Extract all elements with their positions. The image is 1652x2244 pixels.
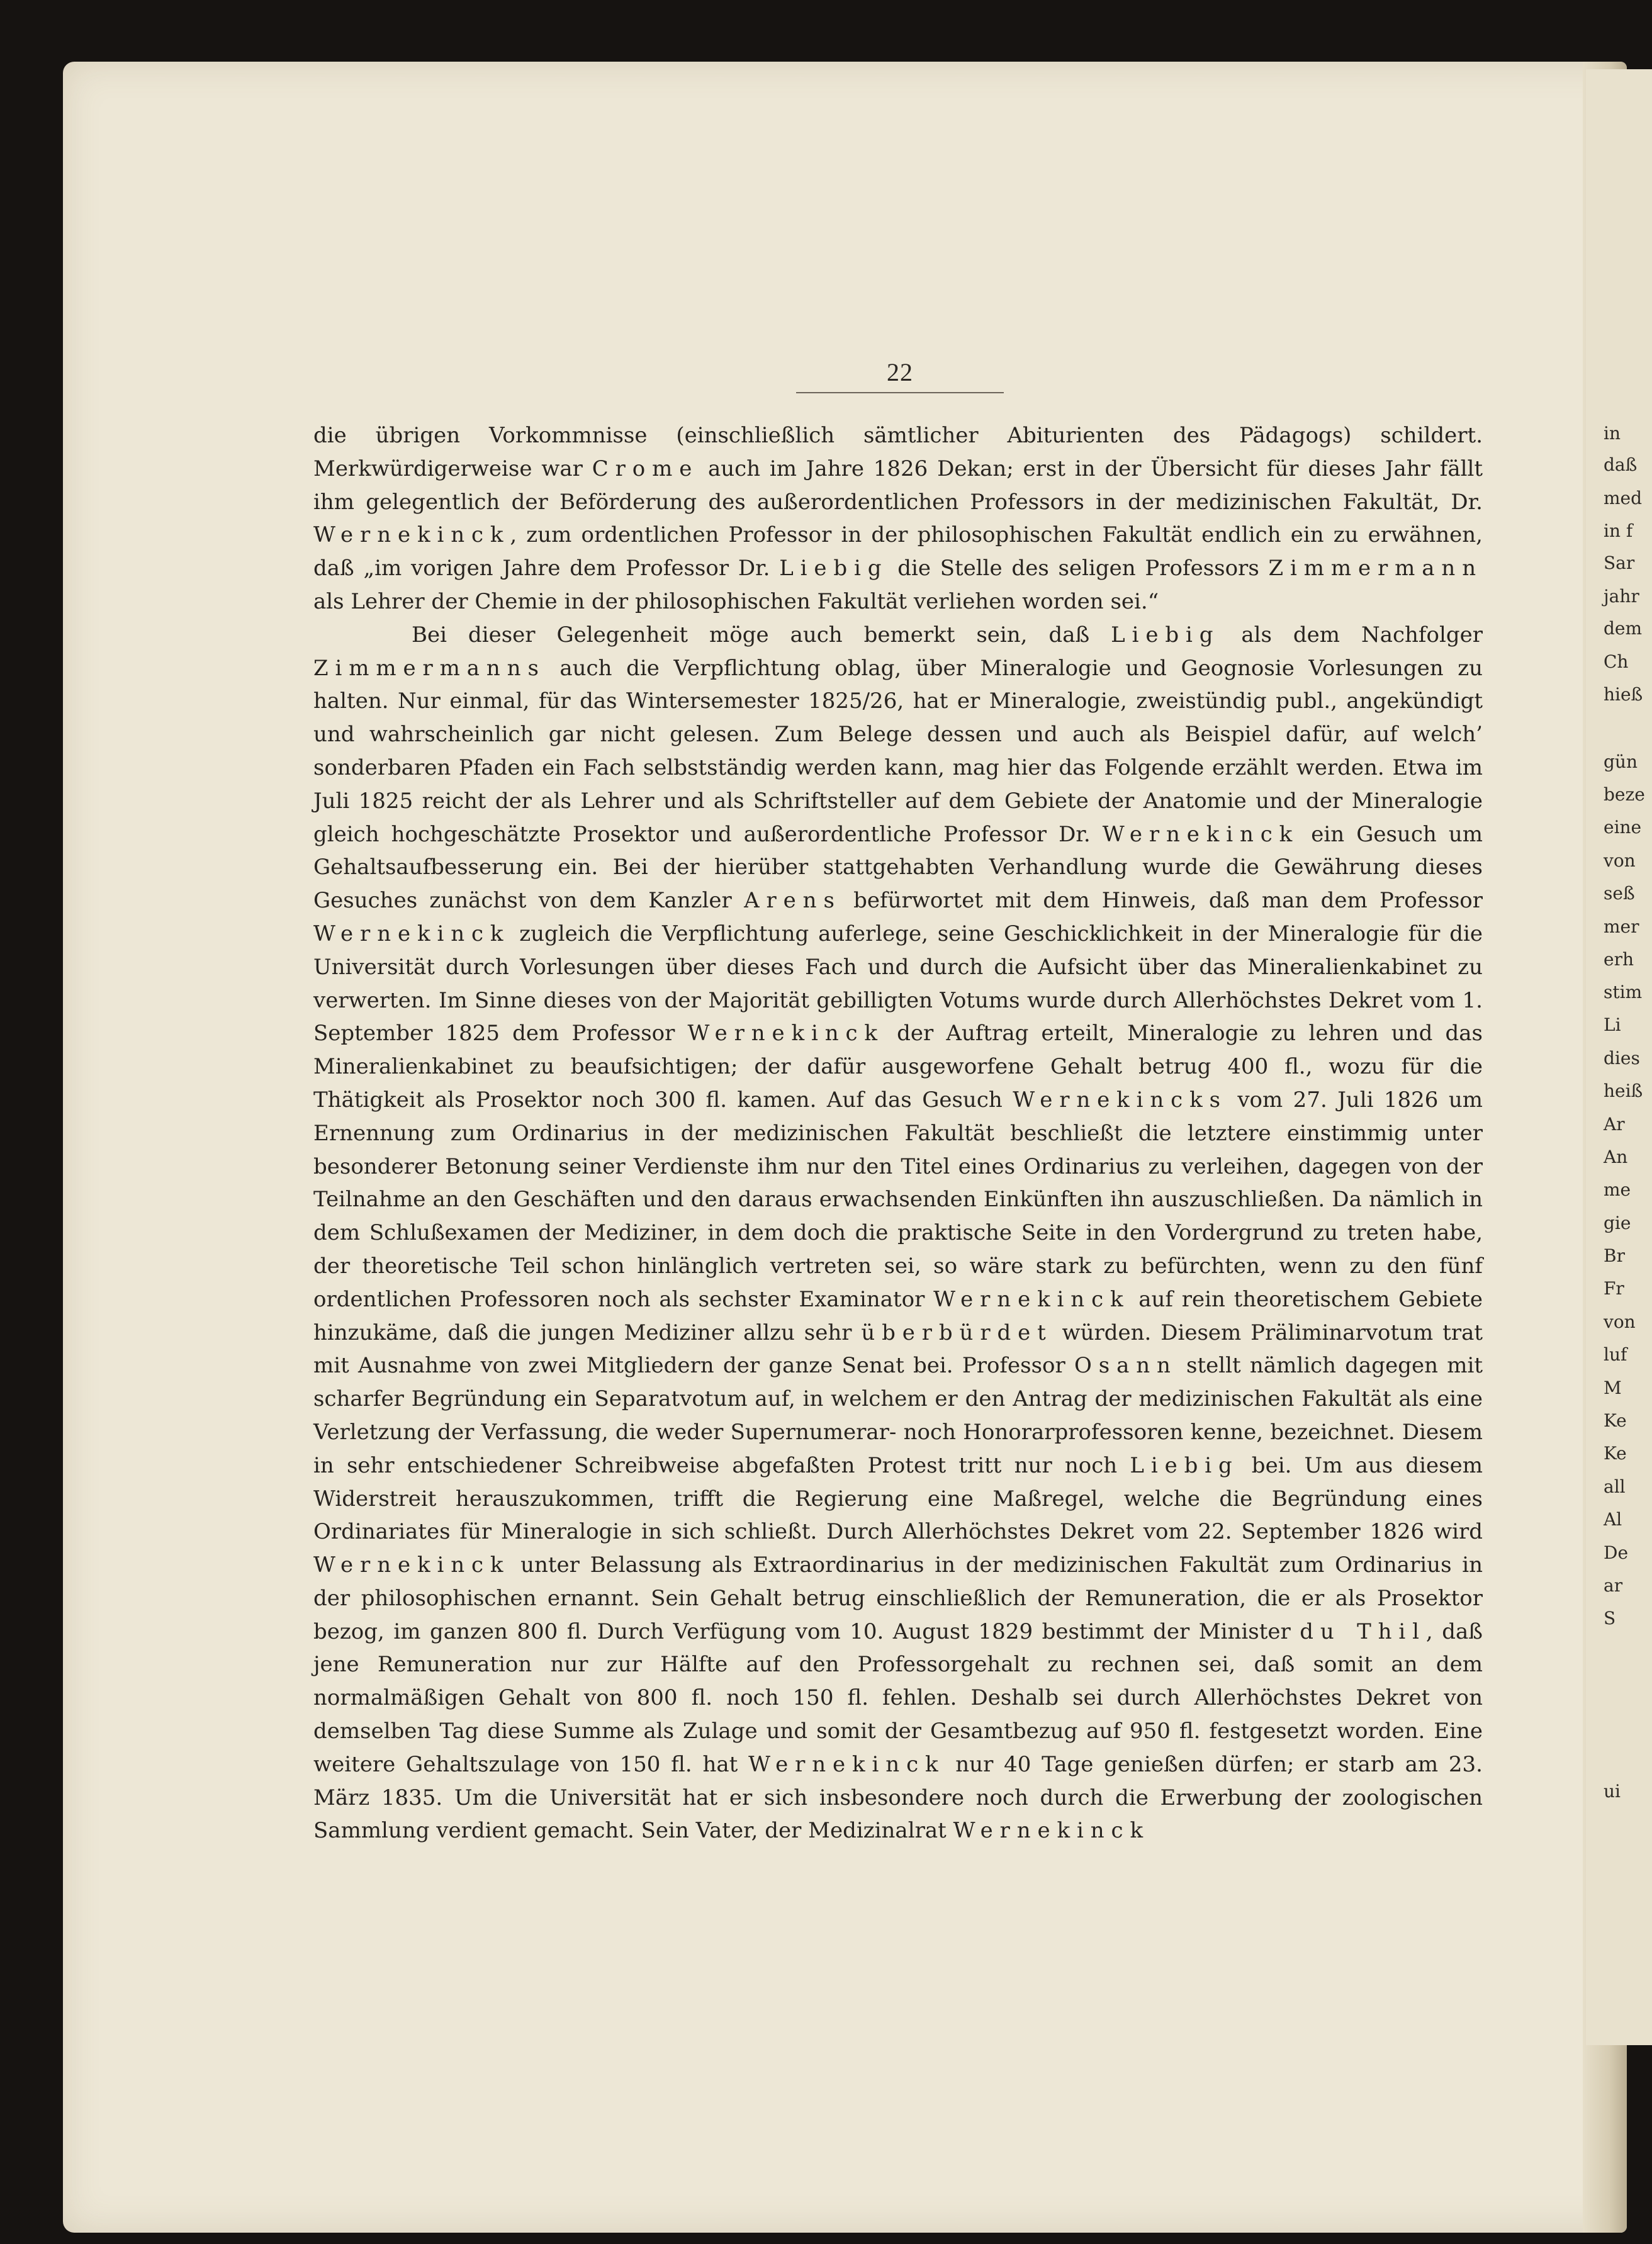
paragraph xyxy=(313,619,1483,1848)
spaced-name: Liebig xyxy=(779,556,889,581)
text-run: bei. Um aus diesem Widerstreit herauszukommen, trifft die Regierung eine Maßregel, welche die Begründung eines Ordinariates für Mineralogie in sich schließt. Durch Allerhöchstes Dekret vom 22. September 1826 wird xyxy=(313,1452,1483,1545)
facing-page-fragment: heiß xyxy=(1604,1080,1643,1101)
text-run: stellt nämlich dagegen mit scharfer Begründung ein Separatvotum auf, in welchem er den Antrag der medizinischen Fakultät als eine Verletzung der Verfassung, die weder Supernumerar- noch Honorarprofessoren kenne, bezeichnet. Diesem in sehr entschiedener Schreibweise abgefaßten Protest tritt nur noch xyxy=(313,1353,1483,1478)
facing-page-fragment: An xyxy=(1604,1147,1628,1167)
facing-page-fragment: dies xyxy=(1604,1048,1640,1069)
facing-page-fragment: ar xyxy=(1604,1575,1623,1596)
facing-page-fragment: hieß xyxy=(1604,684,1643,705)
facing-page-fragment: Ar xyxy=(1604,1114,1625,1135)
facing-page-fragment: Ke xyxy=(1604,1443,1627,1464)
spaced-name: Liebig xyxy=(1111,622,1220,648)
spaced-name: Wernekinck xyxy=(1102,821,1300,847)
text-run: die Stelle des seligen Professors xyxy=(888,556,1269,581)
facing-page-fragment: von xyxy=(1604,850,1636,871)
spaced-name: Zimmermann xyxy=(1268,556,1483,581)
spaced-name: Wernekinck xyxy=(313,1552,510,1578)
text-run: vom 27. Juli 1826 um Ernennung zum Ordinarius in der medizinischen Fakultät beschließt die letztere einstimmig unter besonderer Betonung seiner Verdienste ihm nur den Titel eines Ordinarius zu verleihen, dagegen von der Teilnahme an den Geschäften und den daraus erwachsenden Einkünften ihn auszuschließen. Da nämlich in dem Schlußexamen der Mediziner, in dem doch die praktische Seite in den Vordergrund zu treten habe, der theoretische Teil schon hinlänglich vertreten sei, so wäre stark zu befürchten, wenn zu den fünf ordentlichen Professoren noch als sechster Examinator xyxy=(313,1087,1483,1312)
facing-page-fragment: Al xyxy=(1604,1509,1622,1530)
facing-page-fragment: dem xyxy=(1604,618,1643,639)
facing-page-fragment: luf xyxy=(1604,1344,1627,1365)
facing-page-fragment: daß xyxy=(1604,454,1638,475)
text-run: befürwortet mit dem Hinweis, daß man dem Professor xyxy=(841,888,1483,914)
text-run: der Auftrag erteilt, Mineralogie zu lehren und das Mineralienkabinet zu beaufsichtigen; der dafür ausgeworfene Gehalt betrug 400 fl., wozu für die Thätigkeit als Prosektor noch 300 fl. kamen. Auf das Gesuch xyxy=(313,1021,1483,1113)
text-run: nur 40 Tage genießen dürfen; er starb am 23. März 1835. Um die Universität hat er sich insbesondere noch durch die Erwerbung der zoologischen Sammlung verdient gemacht. Sein Vater, der Medizinalrat xyxy=(313,1751,1483,1844)
spaced-name: Zimmermanns xyxy=(313,655,546,681)
text-run: , daß jene Remuneration nur zur Hälfte auf den Professorgehalt zu rechnen sei, daß somit an dem normalmäßigen Gehalt von 800 fl. noch 150 fl. fehlen. Deshalb sei durch Allerhöchstes Dekret von demselben Tag diese Summe als Zulage und somit der Gesamtbezug auf 950 fl. festgesetzt worden. Eine weitere Gehaltszulage von 150 fl. hat xyxy=(313,1618,1483,1777)
text-run: auch im Jahre 1826 Dekan; erst in der Übersicht für dieses Jahr fällt ihm gelegentlich der Beförderung des außerordentlichen Professors in der medizinischen Fakultät, Dr. xyxy=(313,456,1483,515)
spaced-name: Wernekincks xyxy=(1013,1087,1227,1113)
facing-page-fragment: gie xyxy=(1604,1213,1631,1233)
facing-page-fragment: gün xyxy=(1604,751,1638,772)
text-run: zugleich die Verpflichtung auferlege, seine Geschicklichkeit in der Mineralogie für die Universität durch Vorlesungen über dieses Fach und durch die Aufsicht über das Mineralienkabinet zu verwerten. Im Sinne dieses von der Majorität gebilligten Votums wurde durch Allerhöchstes Dekret vom 1. September 1825 dem Professor xyxy=(313,921,1483,1046)
spaced-name: überbürdet xyxy=(861,1320,1053,1345)
paragraph xyxy=(313,419,1483,619)
facing-page-fragment: eine xyxy=(1604,817,1642,838)
text-run: , zum ordentlichen Professor in der philosophischen Fakultät endlich ein zu erwähnen, daß „im vorigen Jahre dem Professor Dr. xyxy=(313,522,1483,581)
spaced-name: Arens xyxy=(744,888,841,914)
spaced-name: Osann xyxy=(1074,1353,1177,1379)
page-number: 22 xyxy=(887,358,913,386)
spaced-name: du Thil xyxy=(1300,1618,1426,1644)
text-run: auch die Verpflichtung oblag, über Mineralogie und Geognosie Vorlesungen zu halten. Nur einmal, für das Wintersemester 1825/26, hat er Mineralogie, zweistündig publ., angekündigt und wahrscheinlich gar nicht gelesen. Zum Belege dessen und auch als Beispiel dafür, auf welch’ sonderbaren Pfaden ein Fach selbstständig werden kann, mag hier das Folgende erzählt werden. Etwa im Juli 1825 reicht der als Lehrer und als Schriftsteller auf dem Gebiete der Anatomie und der Mineralogie gleich hochgeschätzte Prosektor und außerordentliche Professor Dr. xyxy=(313,655,1483,847)
facing-page-fragment: erh xyxy=(1604,949,1634,970)
text-run: als Lehrer der Chemie in der philosophischen Fakultät verliehen worden sei.“ xyxy=(313,588,1159,614)
text-run: Bei dieser Gelegenheit möge auch bemerkt sein, daß xyxy=(412,622,1111,648)
facing-page-fragment: mer xyxy=(1604,916,1639,937)
facing-page-fragment: De xyxy=(1604,1542,1629,1563)
facing-page-fragment: Sar xyxy=(1604,553,1635,573)
spaced-name: Wernekinck xyxy=(953,1818,1150,1844)
facing-page-fragment: beze xyxy=(1604,784,1645,805)
facing-page-fragment: ui xyxy=(1604,1781,1621,1802)
facing-page-fragment: seß xyxy=(1604,883,1635,904)
facing-page-fragment: von xyxy=(1604,1311,1636,1332)
facing-page-fragment: in f xyxy=(1604,520,1633,541)
spaced-name: Crome xyxy=(592,456,699,481)
header-rule xyxy=(796,392,1004,393)
text-run: die übrigen Vorkommnisse (einschließlich sämtlicher Abiturienten des Pädagogs) schildert. Merkwürdigerweise war xyxy=(313,423,1483,481)
facing-page-fragment: Fr xyxy=(1604,1278,1624,1299)
facing-page-fragment: all xyxy=(1604,1476,1626,1497)
facing-page-fragment: med xyxy=(1604,488,1643,508)
text-run: würden. Diesem Präliminarvotum trat mit Ausnahme von zwei Mitgliedern der ganze Senat bei. Professor xyxy=(313,1320,1483,1379)
facing-page-fragment: stim xyxy=(1604,982,1643,1002)
facing-page-fragment: Ch xyxy=(1604,651,1629,672)
spaced-name: Wernekinck xyxy=(313,522,510,548)
spaced-name: Wernekinck xyxy=(313,921,510,946)
spaced-name: Wernekinck xyxy=(687,1021,884,1046)
facing-page-fragment: M xyxy=(1604,1377,1622,1398)
text-run: ein Gesuch um Gehaltsaufbesserung ein. Bei der hierüber stattgehabten Verhandlung wurde die Gewährung dieses Gesuches zunächst von dem Kanzler xyxy=(313,821,1483,914)
spaced-name: Wernekinck xyxy=(748,1751,945,1777)
text-run: unter Belassung als Extraordinarius in der medizinischen Fakultät zum Ordinarius in der philosophischen ernannt. Sein Gehalt betrug einschließlich der Remuneration, die er als Prosektor bezog, im ganzen 800 fl. Durch Verfügung vom 10. August 1829 bestimmt der Minister xyxy=(313,1552,1483,1644)
spaced-name: Liebig xyxy=(1130,1452,1239,1478)
body-text xyxy=(313,419,1483,1848)
facing-page-fragment: jahr xyxy=(1604,586,1639,607)
facing-page-fragment: me xyxy=(1604,1179,1631,1200)
facing-page-edge xyxy=(1586,69,1652,2045)
facing-page-fragment: S xyxy=(1604,1608,1616,1629)
facing-page-fragment: Ke xyxy=(1604,1410,1627,1431)
text-run: auf rein theoretischem Gebiete hinzukäme, daß die jungen Mediziner allzu sehr xyxy=(313,1286,1483,1345)
text-run: als dem Nachfolger xyxy=(1220,622,1483,648)
facing-page-fragment: Br xyxy=(1604,1245,1625,1266)
spaced-name: Wernekinck xyxy=(933,1286,1130,1312)
facing-page-fragment: Li xyxy=(1604,1014,1621,1035)
facing-page-fragment: in xyxy=(1604,423,1621,444)
page-header xyxy=(796,357,1004,393)
